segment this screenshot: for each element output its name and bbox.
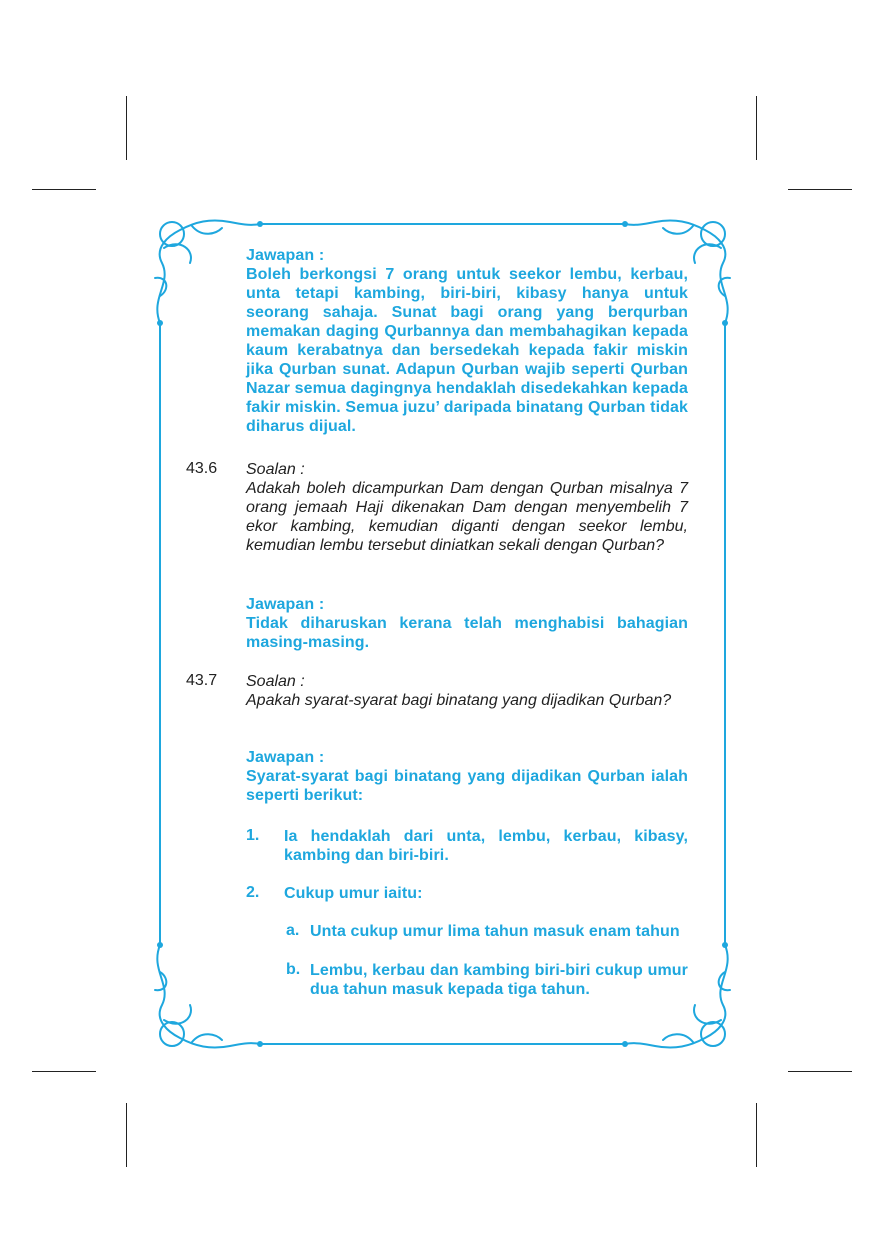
sublist-item: Lembu, kerbau dan kambing biri-biri cukup umur dua tahun masuk kepada tiga tahun.: [310, 962, 688, 998]
list-item: Cukup umur iaitu:: [284, 885, 423, 902]
sublist-item: Unta cukup umur lima tahun masuk enam tahun: [310, 923, 680, 940]
answer-label: Jawapan :: [246, 596, 325, 613]
question-block-43-6: [246, 460, 688, 555]
answer-block-43-5: [246, 246, 688, 436]
question-block-43-7: [246, 672, 688, 710]
answer-label: Jawapan :: [246, 749, 325, 766]
answer-text: Tidak diharuskan kerana telah menghabisi bahagian masing-masing.: [246, 615, 688, 651]
question-text: Apakah syarat-syarat bagi binatang yang dijadikan Qurban?: [246, 692, 672, 709]
sublist-letter: b.: [286, 961, 301, 978]
answer-block-43-7: [246, 748, 688, 805]
answer-label: Jawapan :: [246, 247, 325, 264]
answer-text: Syarat-syarat bagi binatang yang dijadikan Qurban ialah seperti berikut:: [246, 768, 688, 804]
question-label: Soalan :: [246, 461, 305, 478]
sublist-letter: a.: [286, 922, 300, 939]
answer-text: Boleh berkongsi 7 orang untuk seekor lembu, kerbau, unta tetapi kambing, biri-biri, kibasy hanya untuk seorang sahaja. Sunat bagi orang yang berqurban memakan daging Qurbannya dan membahagikan kepada kaum kerabatnya dan bersedekah kepada fakir miskin jika Qurban sunat. Adapun Qurban wajib seperti Qurban Nazar semua dagingnya hendaklah disedekahkan kepada fakir miskin. Semua juzu’ daripada binatang Qurban tidak diharus dijual.: [246, 266, 688, 435]
list-item: Ia hendaklah dari unta, lembu, kerbau, kibasy, kambing dan biri-biri.: [284, 828, 688, 864]
list-number: 1.: [246, 827, 260, 844]
list-number: 2.: [246, 884, 260, 901]
question-label: Soalan :: [246, 673, 305, 690]
question-number: 43.7: [186, 672, 218, 689]
answer-block-43-6: [246, 595, 688, 652]
question-number: 43.6: [186, 460, 218, 477]
question-text: Adakah boleh dicampurkan Dam dengan Qurban misalnya 7 orang jemaah Haji dikenakan Dam dengan menyembelih 7 ekor kambing, kemudian diganti dengan seekor lembu, kemudian lembu tersebut diniatkan sekali dengan Qurban?: [246, 480, 688, 554]
